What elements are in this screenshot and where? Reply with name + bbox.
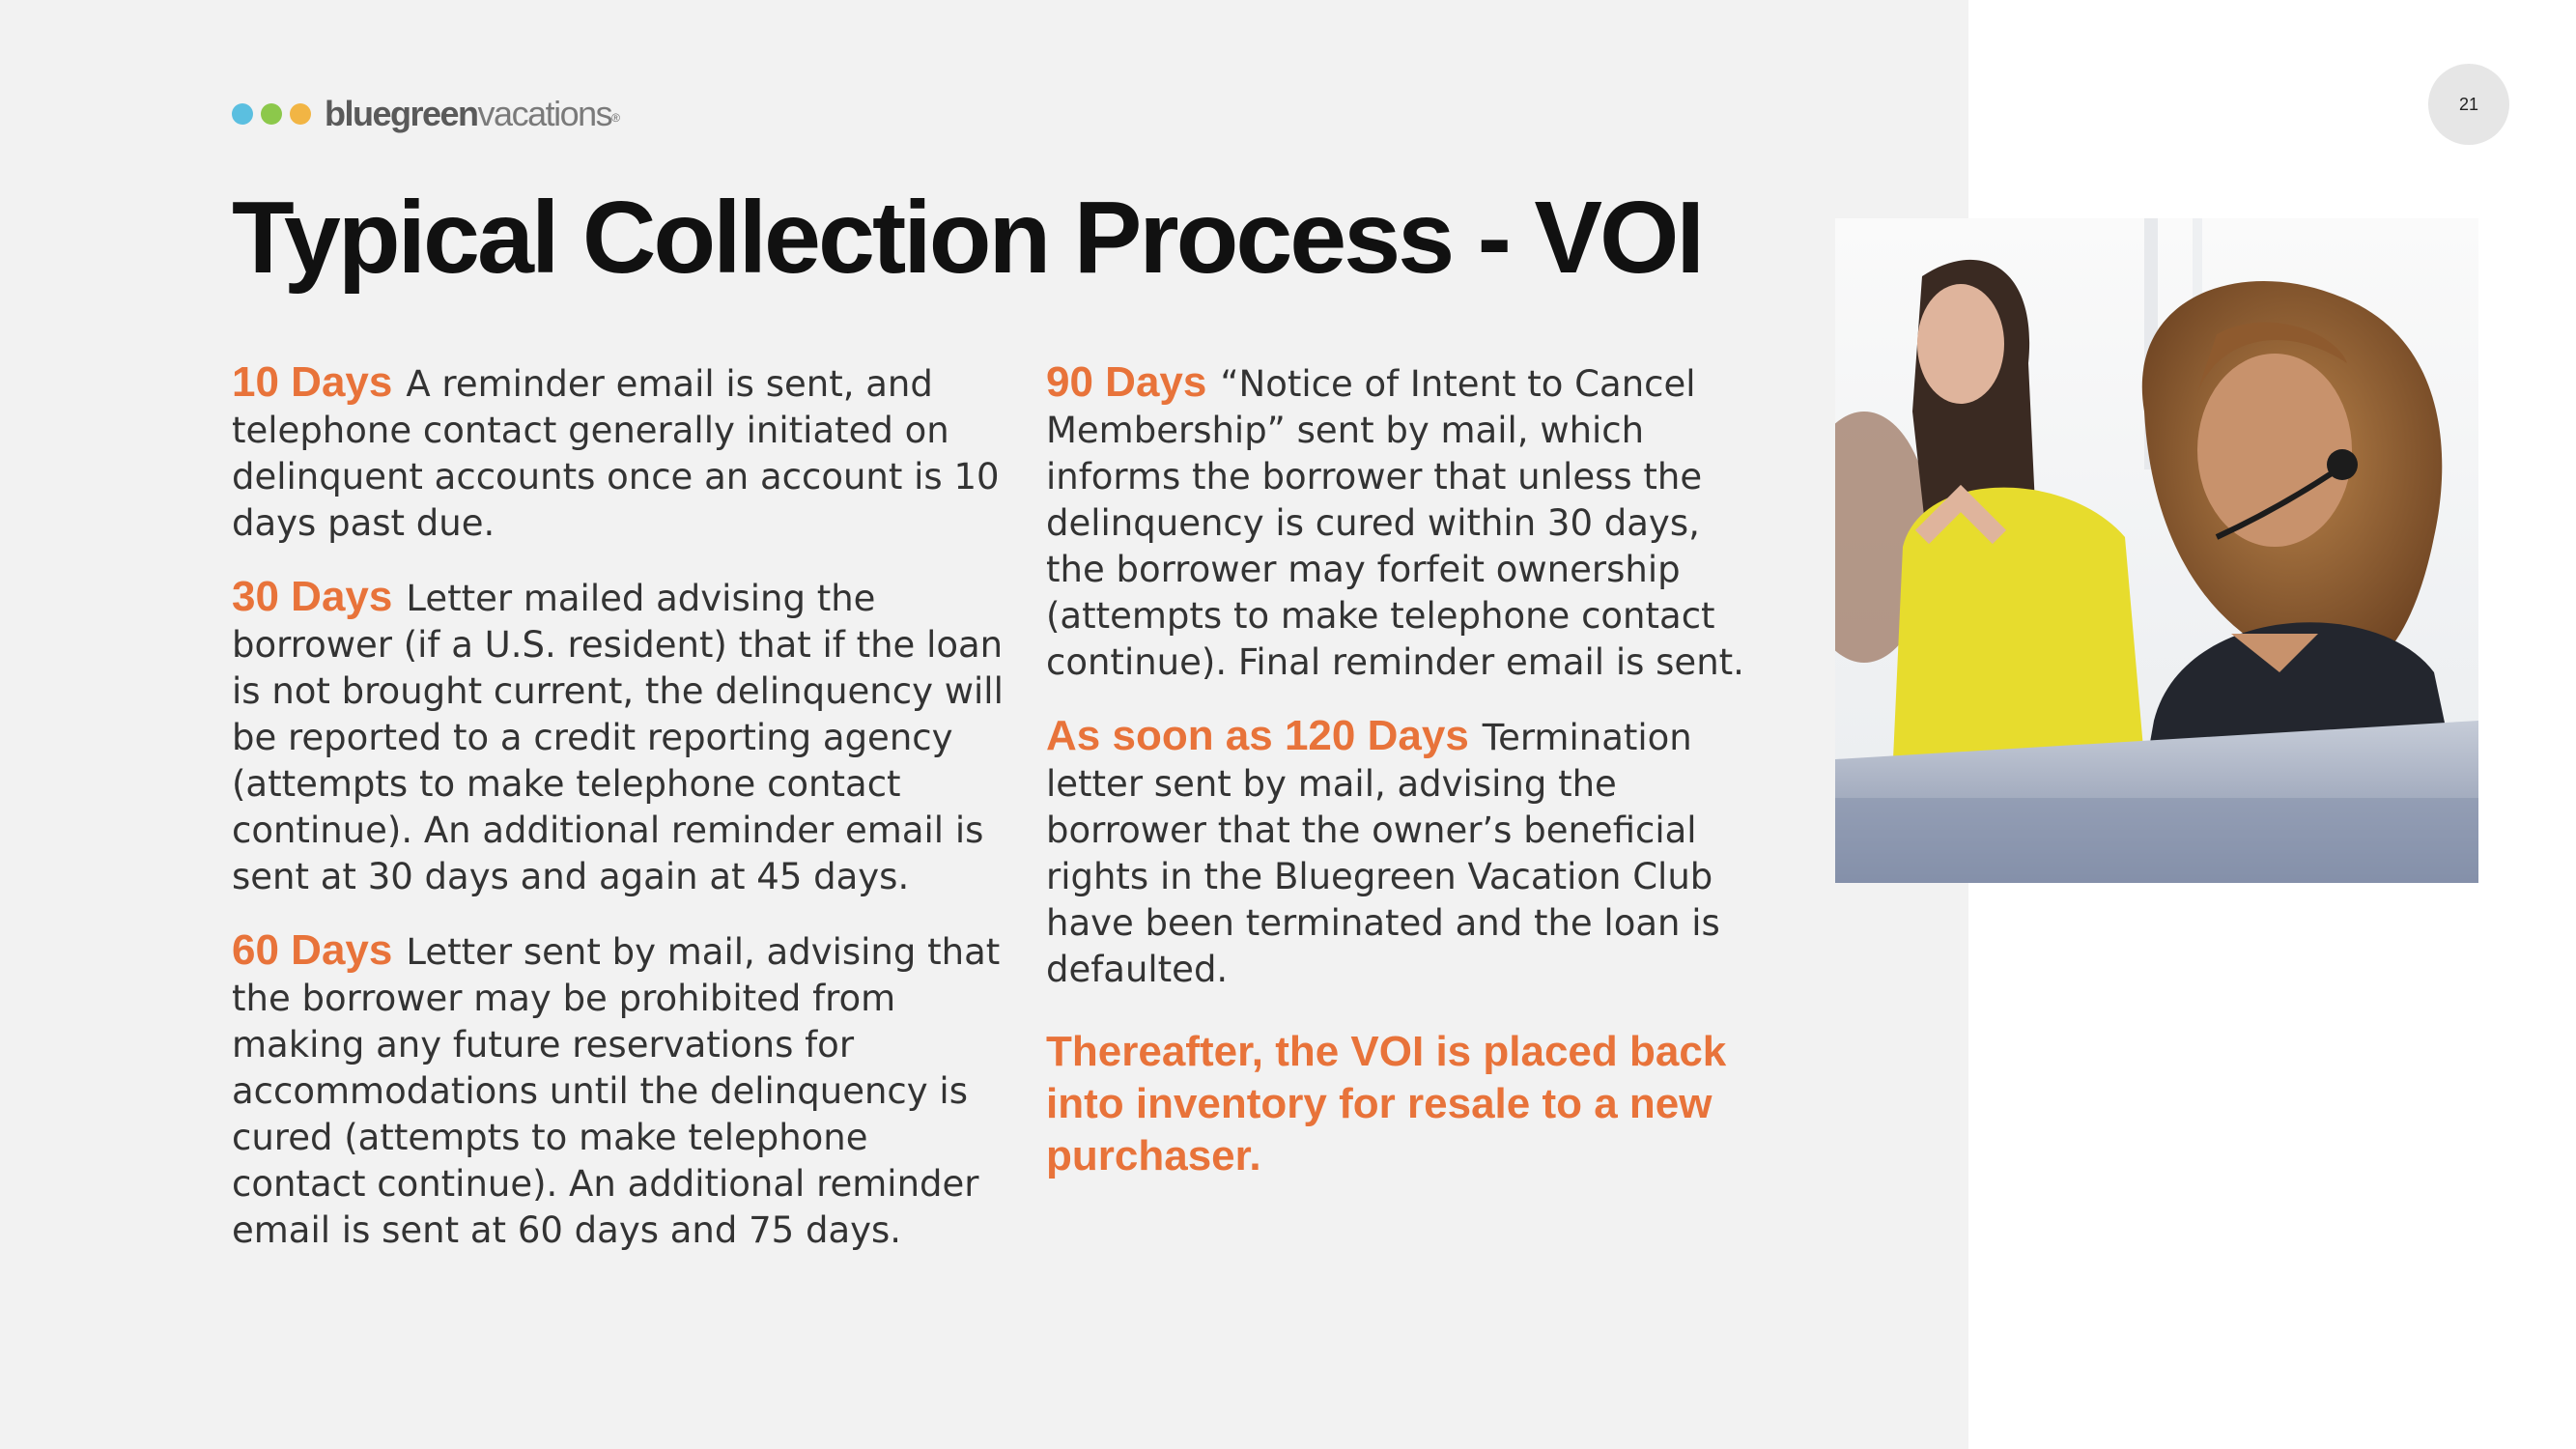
timeline-entry-90-days <box>1046 359 1761 686</box>
call-center-photo-illustration <box>1835 218 2478 883</box>
timeline-entry-120-days <box>1046 713 1761 993</box>
logo-wordmark-bold: bluegreen <box>325 94 478 133</box>
page-number: 21 <box>2428 64 2509 145</box>
entry-text: “Notice of Intent to Cancel Membership” sent by mail, which informs the borrower that unless the delinquency is cured within 30 days, the borrower may forfeit ownership (attempts to make telephone contact continue). Final reminder email is sent. <box>1046 363 1744 683</box>
logo-registered-mark: ® <box>611 111 619 125</box>
logo-dot-green <box>261 103 282 125</box>
entry-lead: As soon as 120 Days <box>1046 712 1469 759</box>
timeline-entry-10-days <box>232 359 1005 547</box>
slide-title: Typical Collection Process - VOI <box>232 181 1702 295</box>
left-column <box>232 359 1005 1281</box>
entry-text: A reminder email is sent, and telephone contact generally initiated on delinquent accounts once an account is 10 days past due. <box>232 363 1000 544</box>
timeline-entry-60-days <box>232 927 1005 1254</box>
bluegreen-logo <box>232 93 618 135</box>
entry-lead: 60 Days <box>232 926 393 974</box>
logo-dot-yellow <box>290 103 311 125</box>
entry-text: Letter sent by mail, advising that the borrower may be prohibited from making any future reservations for accommodations until the delinquency is cured (attempts to make telephone contact continue). An additional reminder email is sent at 60 days and 75 days. <box>232 931 1001 1251</box>
logo-wordmark-light: vacations <box>477 94 612 133</box>
entry-lead: 90 Days <box>1046 358 1207 406</box>
timeline-entry-30-days <box>232 574 1005 900</box>
logo-dot-blue <box>232 103 253 125</box>
logo-wordmark <box>325 93 618 135</box>
entry-text: Termination letter sent by mail, advising the borrower that the owner’s beneficial rights in the Bluegreen Vacation Club have been terminated and the loan is defaulted. <box>1046 717 1720 990</box>
right-column <box>1046 359 1761 1225</box>
entry-lead: 10 Days <box>232 358 393 406</box>
closing-statement: Thereafter, the VOI is placed back into inventory for resale to a new purchaser. <box>1046 1028 1727 1179</box>
call-center-photo <box>1835 218 2478 883</box>
entry-text: Letter mailed advising the borrower (if a U.S. resident) that if the loan is not brought current, the delinquency will be reported to a credit reporting agency (attempts to make telephone contact continue). An additional reminder email is sent at 30 days and again at 45 days. <box>232 578 1004 897</box>
entry-lead: 30 Days <box>232 573 393 620</box>
